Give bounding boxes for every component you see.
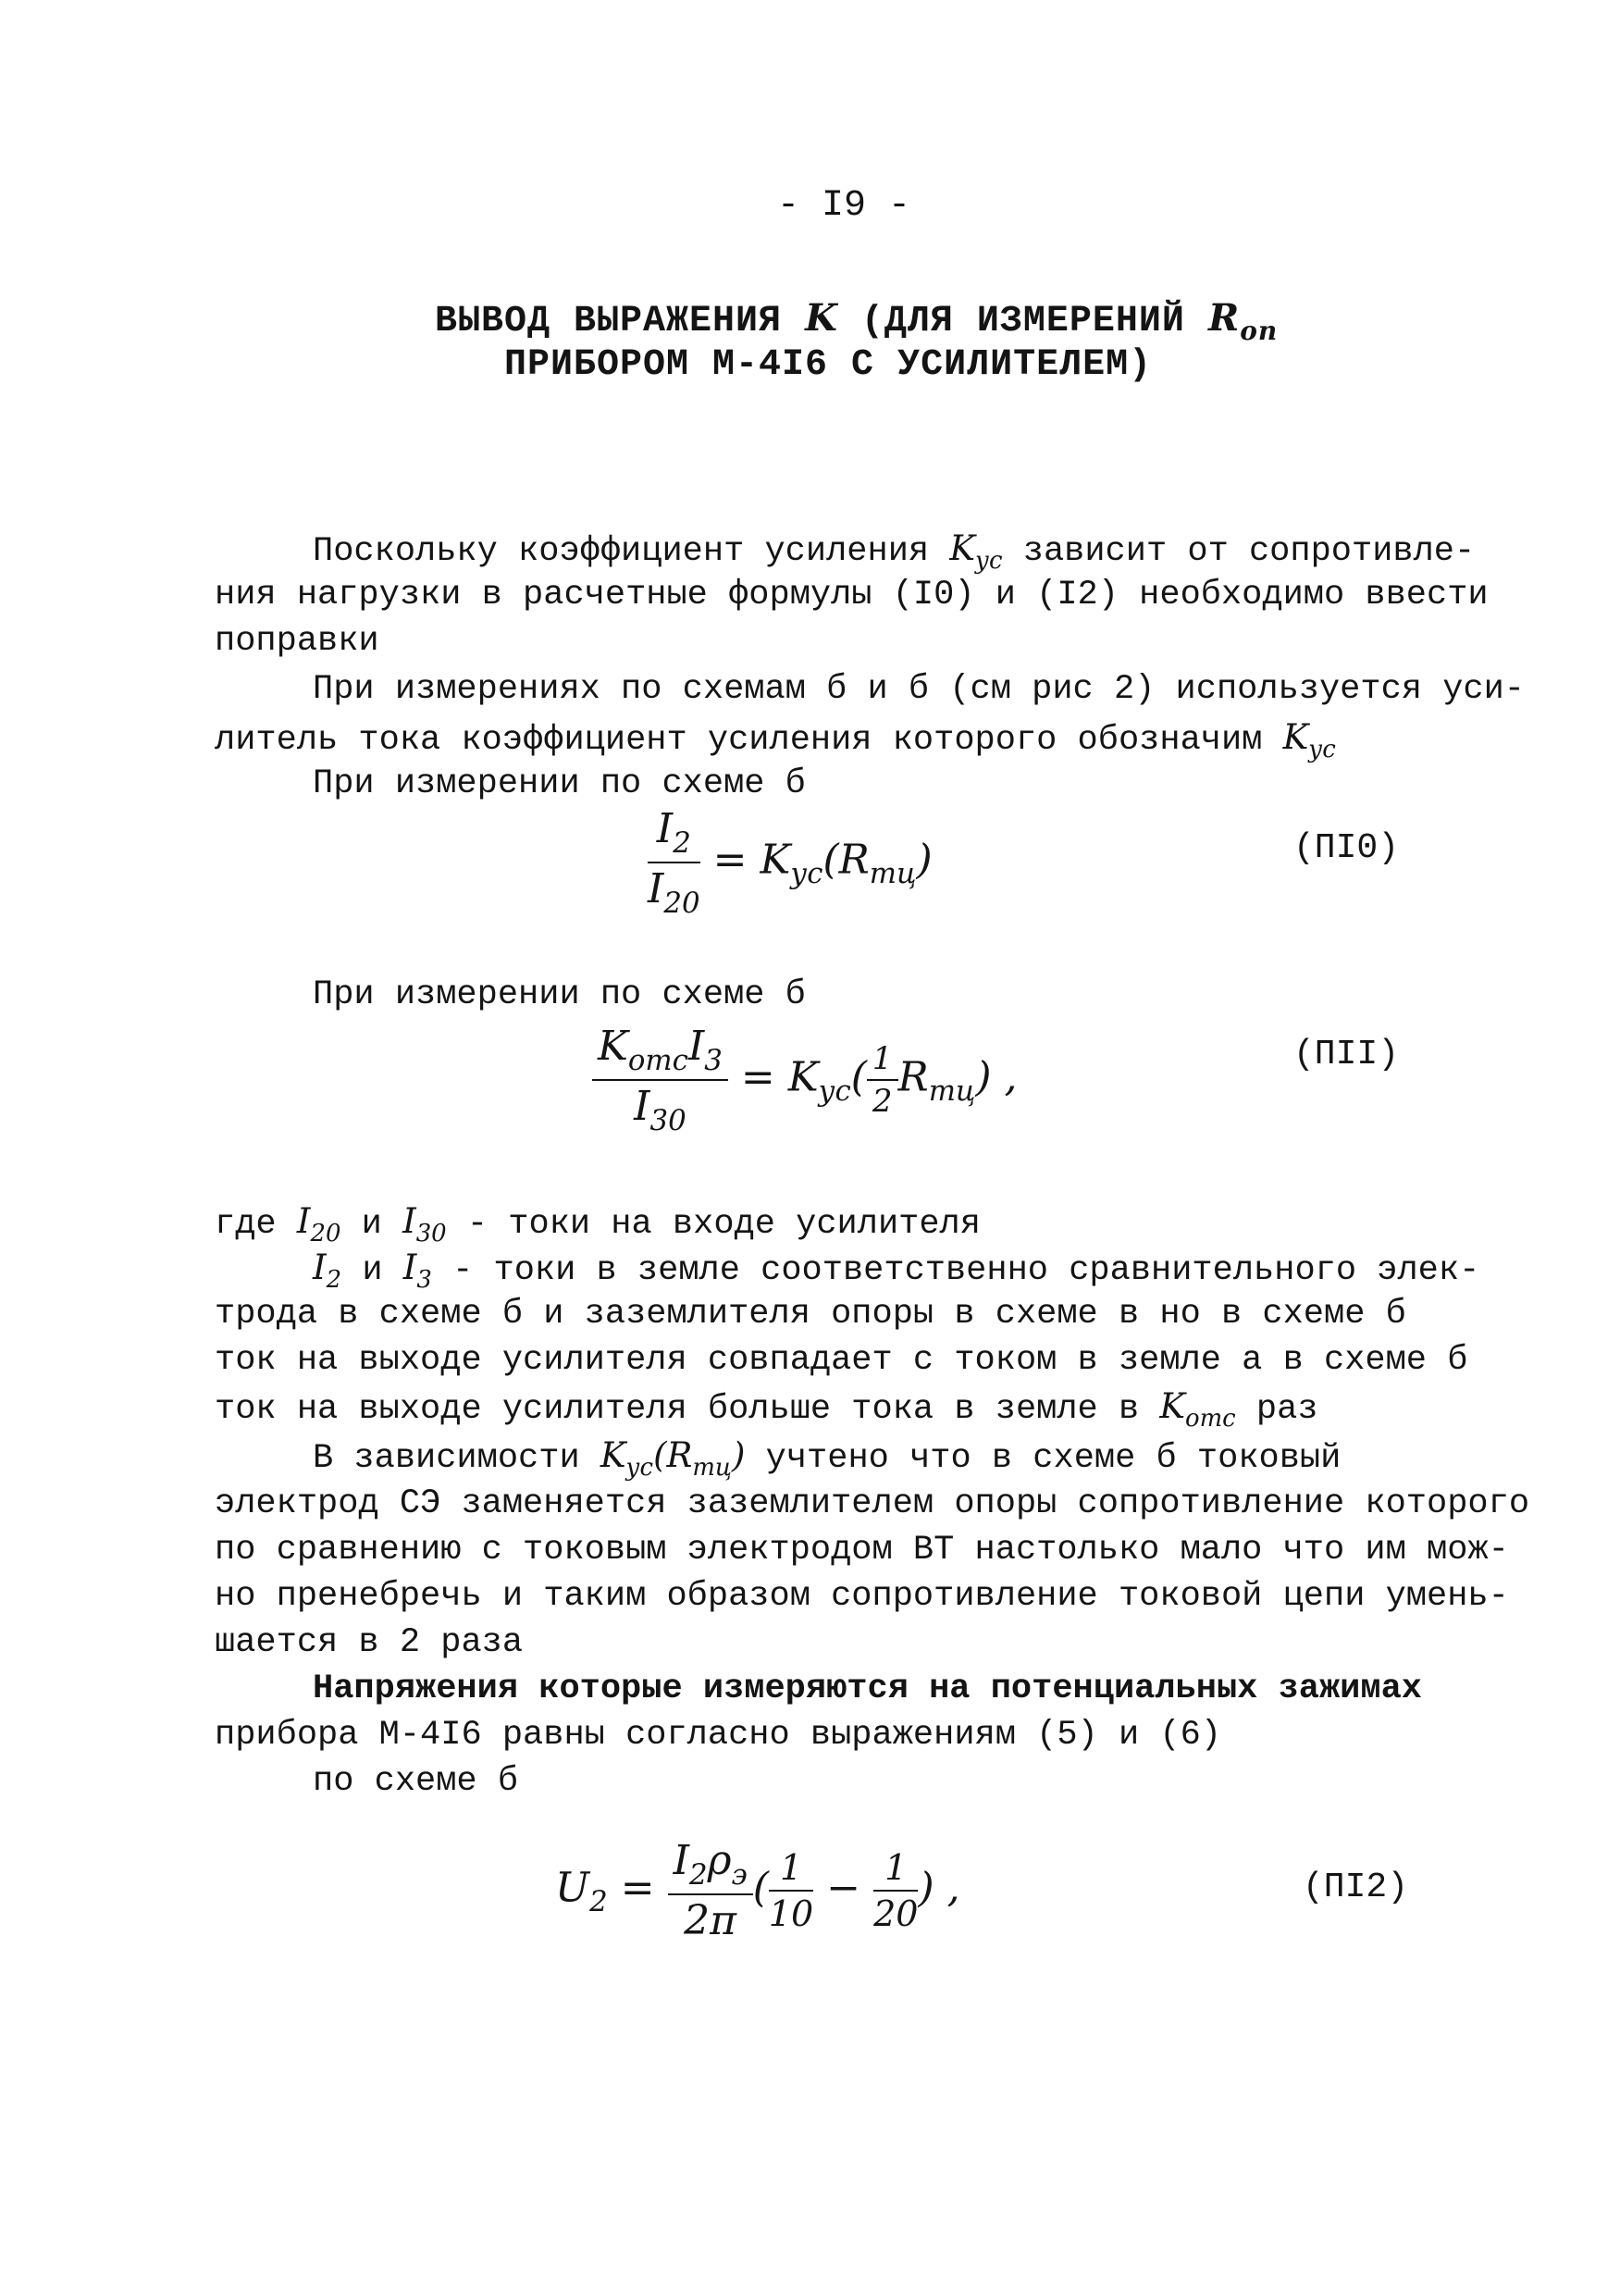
title-mid: (ДЛЯ ИЗМЕРЕНИЙ: [860, 301, 1185, 342]
formula-p12: $U_2$ = $\frac{I_2\rho_э}{2\pi}$ ( $\frac{1}{10}$ − $\frac{1}{20}$ ) ,: [555, 1837, 960, 1944]
equation-number-p10: (ПI0): [1293, 828, 1400, 868]
section-title-line2: ПРИБОРОМ М-4I6 С УСИЛИТЕЛЕМ): [504, 344, 1153, 386]
paragraph-1-line-2: ния нагрузки в расчетные формулы (I0) и (I2) необходимо ввести: [215, 576, 1489, 614]
fraction-one-half: $\frac{1}{2}$: [867, 1040, 898, 1120]
paragraph-8: по схеме б: [313, 1762, 519, 1801]
paragraph-6-line-2: электрод СЭ заменяется заземлителем опоры сопротивление которого: [215, 1484, 1530, 1523]
title-prefix: ВЫВОД ВЫРАЖЕНИЯ: [435, 301, 783, 342]
paragraph-1-line-1: Поскольку коэффициент усиления $K_{ус}$ зависит от сопротивле-: [313, 528, 1476, 576]
paragraph-5-line-5: ток на выходе усилителя больше тока в земле в $K_{отс}$ раз: [215, 1386, 1318, 1433]
fraction-one-twentieth: $\frac{1}{20}$: [873, 1846, 919, 1934]
paragraph-5-line-4: ток на выходе усилителя совпадает с током в земле а в схеме б: [215, 1341, 1468, 1380]
paragraph-3: При измерении по схеме б: [313, 764, 806, 803]
paragraph-4: При измерении по схеме б: [313, 975, 806, 1014]
fraction-i2-i20: $\frac{I_2}{I_{20}}$: [648, 805, 700, 920]
formula-p11: $\frac{K_{отс}I_3}{I_{30}}$ = $K_{ус}$( $\frac{1}{2}$ $R_{тц}$) ,: [592, 1023, 1018, 1137]
section-title-line1: [435, 296, 1278, 346]
paragraph-5-line-3: трода в схеме б и заземлителя опоры в схеме в но в схеме б: [215, 1295, 1406, 1334]
title-k-symbol: K: [805, 296, 838, 340]
paragraph-5-line-2: $I_2$ и $I_3$ - токи в земле соответственно сравнительного элек-: [313, 1247, 1480, 1295]
paragraph-6-line-3: по сравнению с токовым электродом ВТ настолько мало что им мож-: [215, 1531, 1509, 1570]
equation-number-p11: (ПII): [1293, 1035, 1400, 1074]
paragraph-2-line-1: При измерениях по схемам б и б (см рис 2) используется уси-: [313, 670, 1526, 709]
paragraph-7-line-1: Напряжения которые измеряются на потенциальных зажимах: [313, 1669, 1422, 1708]
page-number: - I9 -: [777, 185, 911, 227]
paragraph-2-line-2: литель тока коэффициент усиления которого обозначим $K_{ус}$: [215, 717, 1336, 764]
paragraph-5-line-1: где $I_{20}$ и $I_{30}$ - токи на входе усилителя: [215, 1201, 981, 1248]
paragraph-6-line-4: но пренебречь и таким образом сопротивление токовой цепи умень-: [215, 1577, 1509, 1616]
fraction-kots-i3-i30: $\frac{K_{отс}I_3}{I_{30}}$: [592, 1023, 728, 1137]
title-r-symbol: $R_{оп}$: [1207, 296, 1279, 346]
equation-number-p12: (ПI2): [1303, 1868, 1409, 1907]
paragraph-1-line-3: поправки: [215, 622, 379, 661]
fraction-one-tenth: $\frac{1}{10}$: [768, 1846, 814, 1934]
k-us-symbol: $K_{ус}$: [949, 528, 1003, 576]
paragraph-6-line-5: шается в 2 раза: [215, 1623, 524, 1662]
paragraph-6-line-1: В зависимости $K_{ус}(R_{тц})$ учтено что в схеме б токовый: [313, 1435, 1342, 1483]
k-us-symbol: $K_{ус}$: [1282, 717, 1336, 764]
paragraph-7-line-2: прибора М-4I6 равны согласно выражениям (5) и (6): [215, 1716, 1221, 1755]
fraction-i2-rho-2pi: $\frac{I_2\rho_э}{2\pi}$: [668, 1837, 753, 1944]
formula-p10: $\frac{I_2}{I_{20}}$ = $K_{ус}(R_{тц})$: [648, 805, 933, 920]
